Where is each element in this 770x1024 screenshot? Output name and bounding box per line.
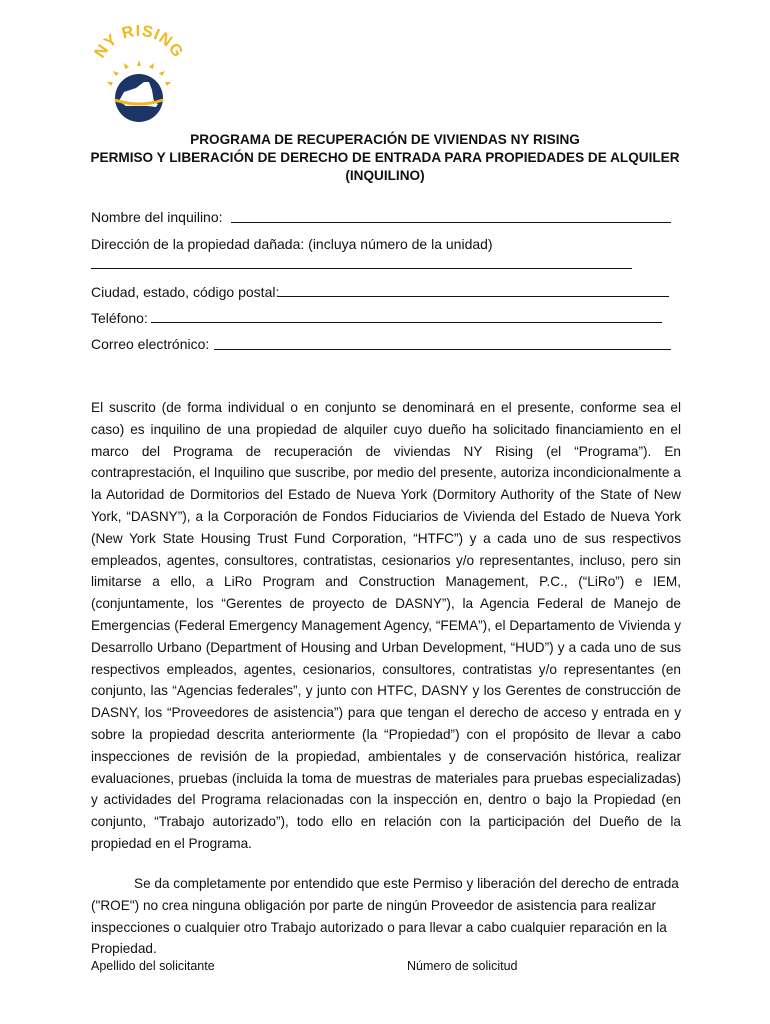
email-line[interactable] bbox=[214, 349, 671, 350]
title-line-1: PROGRAMA DE RECUPERACIÓN DE VIVIENDAS NY RISING bbox=[190, 132, 580, 147]
city-state-zip-label: Ciudad, estado, código postal: bbox=[91, 284, 280, 300]
phone-label: Teléfono: bbox=[91, 310, 148, 326]
body-paragraph-1: El suscrito (de forma individual o en conjunto se denominará en el presente, conforme sea el caso) es inquilino de una propiedad de alquiler cuyo dueño ha solicitado financiamiento en el marco del Programa de recuperación de viviendas NY Rising (el “Programa”). En contraprestación, el Inquilino que suscribe, por medio del presente, autoriza incondicionalmente a la Autoridad de Dormitorios del Estado de Nueva York (Dormitory Authority of the State of New York, “DASNY”), a la Corporación de Fondos Fiduciarios de Vivienda del Estado de Nueva York (New York State Housing Trust Fund Corporation, “HTFC”) y a cada uno de sus respectivos empleados, agentes, consultores, contratistas, cesionarios y/o representantes, incluso, pero sin limitarse a ello, a LiRo Program and Construction Management, P.C., (“LiRo”) e IEM, (conjuntamente, los “Gerentes de proyecto de DASNY”), la Agencia Federal de Manejo de Emergencias (Federal Emergency Management Agency, “FEMA”), el Departamento de Vivienda y Desarrollo Urbano (Department of Housing and Urban Development, “HUD”) y a cada uno de sus respectivos empleados, agentes, cesionarios, consultores, contratistas y/o representantes (en conjunto, las “Agencias federales”, y junto con HTFC, DASNY y los Gerentes de construcción de DASNY, los “Proveedores de asistencia”) para que tengan el derecho de acceso y entrada en y sobre la propiedad descrita anteriormente (la “Propiedad”) con el propósito de llevar a cabo inspecciones de revisión de la propiedad, ambientales y de conservación histórica, realizar evaluaciones, pruebas (incluida la toma de muestras de materiales para pruebas especializadas) y actividades del Programa relacionadas con la inspección en, dentro o bajo la Propiedad (en conjunto, “Trabajo autorizado”), todo ello en relación con la participación del Dueño de la propiedad en el Programa. bbox=[91, 400, 681, 851]
document-title bbox=[60, 131, 710, 185]
svg-text:NY RISING: NY RISING bbox=[91, 22, 187, 62]
title-line-3: (INQUILINO) bbox=[345, 168, 425, 183]
tenant-name-label: Nombre del inquilino: bbox=[91, 209, 223, 225]
ny-rising-logo bbox=[86, 6, 192, 122]
body-paragraph-2: Se da completamente por entendido que este Permiso y liberación del derecho de entrada ("ROE") no crea ninguna obligación por parte de ningún Proveedor de asistencia para realizar inspecciones o cualquier otro Trabajo autorizado o para llevar a cabo cualquier reparación en la Propiedad. bbox=[91, 876, 679, 957]
application-number-label: Número de solicitud bbox=[407, 959, 518, 973]
tenant-name-line[interactable] bbox=[231, 222, 671, 223]
title-line-2: PERMISO Y LIBERACIÓN DE DERECHO DE ENTRADA PARA PROPIEDADES DE ALQUILER bbox=[90, 150, 680, 165]
city-state-zip-line[interactable] bbox=[277, 296, 669, 297]
applicant-last-name-label: Apellido del solicitante bbox=[91, 959, 215, 973]
property-address-label: Dirección de la propiedad dañada: (incluya número de la unidad) bbox=[91, 236, 493, 252]
email-label: Correo electrónico: bbox=[91, 336, 210, 352]
property-address-line[interactable] bbox=[91, 268, 632, 269]
phone-line[interactable] bbox=[151, 322, 662, 323]
